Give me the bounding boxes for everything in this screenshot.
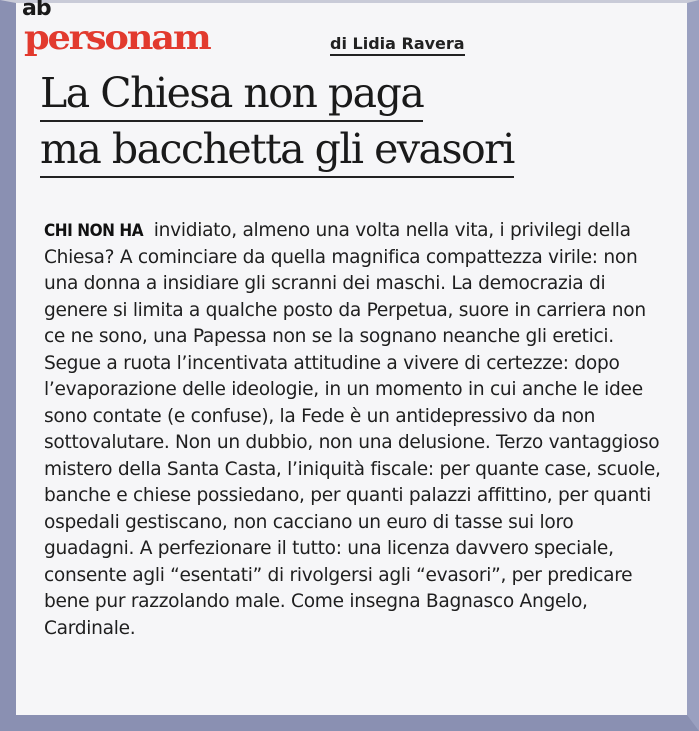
article-lead: CHI NON HA: [44, 221, 144, 241]
headline-line-1: La Chiesa non paga: [40, 66, 423, 122]
headline-line-2: ma bacchetta gli evasori: [40, 122, 514, 178]
article-body: [44, 218, 664, 642]
author-byline: di Lidia Ravera: [330, 34, 465, 56]
section-logo: ab: [22, 0, 51, 21]
column-name: personam: [24, 18, 210, 58]
headline: [40, 66, 660, 178]
article-text: invidiato, almeno una volta nella vita, i privilegi della Chiesa? A cominciare da quella magnifica compattezza virile: non una donna a insidiare gli scranni dei maschi. La democrazia di genere si limita a qualche posto da Perpetua, suore in carriera non ce ne sono, una Papessa non se la sognano neanche gli eretici. Segue a ruota l’incentivata attitudine a vivere di certezze: dopo l’evaporazione delle ideologie, in un momento in cui anche le idee sono contate (e confuse), la Fede è un antidepressivo da non sottovalutare. Non un dubbio, non una delusione. Terzo vantaggioso mistero della Santa Casta, l’iniquità fiscale: per quante case, scuole, banche e chiese possiedano, per quanti palazzi affittino, per quanti ospedali gestiscano, non cacciano un euro di tasse sui loro guadagni. A perfezionare il tutto: una licenza davvero speciale, consente agli “esentati” di rivolgersi agli “evasori”, per predicare bene pur razzolando male. Come insegna Bagnasco Angelo, Cardinale.: [44, 220, 661, 639]
